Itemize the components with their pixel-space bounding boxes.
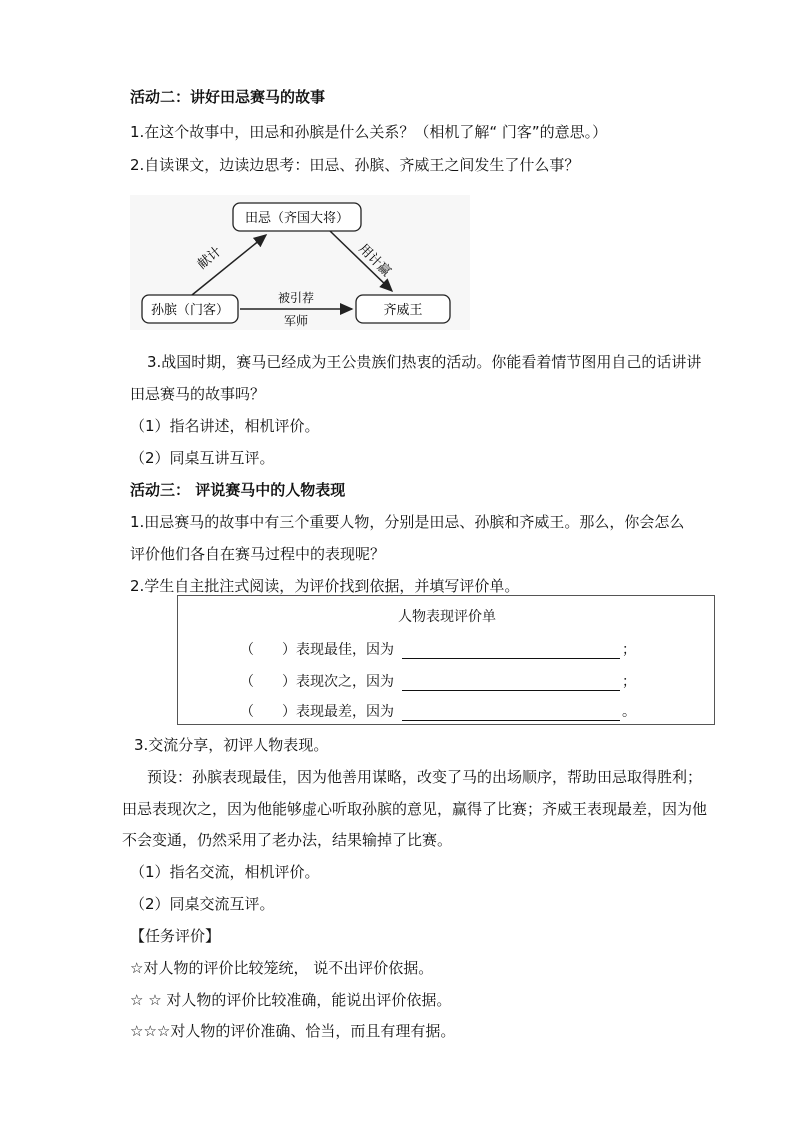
form-row-2-label: 表现次之，因为 — [296, 674, 394, 690]
form-row-1-end: ； — [622, 642, 636, 658]
task-eval-item-2: ☆ ☆ 对人物的评价比较准确，能说出评价依据。 — [130, 991, 452, 1009]
activity2-question-3-line2: 田忌赛马的故事吗？ — [130, 385, 266, 403]
preset-line-1: 预设：孙膑表现最佳，因为他善用谋略，改变了马的出场顺序，帮助田忌取得胜利； — [147, 768, 703, 786]
task-eval-title: 【任务评价】 — [130, 927, 221, 945]
node-qiweiwang-label: 齐威王 — [383, 303, 423, 318]
activity3-sub-1: （1）指名交流，相机评价。 — [130, 863, 320, 881]
node-sunbin-label: 孙膑（门客） — [150, 303, 230, 318]
form-row-3-end: 。 — [622, 704, 636, 720]
form-row-2-blank[interactable] — [402, 690, 620, 691]
activity3-question-1-line1: 1.田忌赛马的故事中有三个重要人物，分别是田忌、孙膑和齐威王。那么，你会怎么 — [130, 513, 685, 531]
plot-diagram-svg — [130, 195, 470, 330]
activity2-question-2: 2.自读课文，边读边思考：田忌、孙膑、齐威王之间发生了什么事？ — [130, 156, 580, 174]
form-row-2-paren: （ ） — [240, 674, 296, 690]
form-row-1-label: 表现最佳，因为 — [296, 642, 394, 658]
activity2-question-3-line1: 3.战国时期，赛马已经成为王公贵族们热衷的活动。你能看着情节图用自己的话讲讲 — [147, 353, 702, 371]
form-row-3-label: 表现最差，因为 — [296, 704, 394, 720]
form-row-3-blank[interactable] — [402, 720, 620, 721]
task-eval-item-1: ☆对人物的评价比较笼统， 说不出评价依据。 — [130, 959, 434, 977]
edge-bottom-bottom-label: 军师 — [283, 314, 309, 328]
form-row-1-paren: （ ） — [240, 642, 296, 658]
form-row-1-blank[interactable] — [402, 658, 620, 659]
activity2-sub-2: （2）同桌互讲互评。 — [130, 449, 275, 467]
activity3-question-2: 2.学生自主批注式阅读，为评价找到依据，并填写评价单。 — [130, 577, 520, 595]
edge-left-label: 献计 — [194, 244, 225, 273]
activity2-title: 活动二：讲好田忌赛马的故事 — [130, 88, 326, 106]
evaluation-form-title: 人物表现评价单 — [398, 609, 496, 625]
activity3-question-3: 3.交流分享，初评人物表现。 — [134, 736, 329, 754]
edge-bottom-top-label: 被引荐 — [277, 291, 315, 305]
form-row-3-paren: （ ） — [240, 704, 296, 720]
preset-line-3: 不会变通，仍然采用了老办法，结果输掉了比赛。 — [122, 831, 453, 849]
activity3-question-1-line2: 评价他们各自在赛马过程中的表现呢？ — [130, 545, 386, 563]
edge-right-label: 用计赢 — [355, 241, 394, 280]
task-eval-item-3: ☆☆☆对人物的评价准确、恰当，而且有理有据。 — [130, 1022, 456, 1040]
activity3-title: 活动三： 评说赛马中的人物表现 — [130, 481, 346, 499]
node-tianji-label: 田忌（齐国大将） — [244, 211, 350, 226]
form-row-2-end: ； — [622, 674, 636, 690]
plot-diagram — [130, 195, 470, 330]
activity2-question-1: 1.在这个故事中，田忌和孙膑是什么关系？（相机了解“ 门客”的意思。） — [130, 123, 608, 141]
activity2-sub-1: （1）指名讲述，相机评价。 — [130, 417, 320, 435]
preset-line-2: 田忌表现次之，因为他能够虚心听取孙膑的意见，赢得了比赛；齐威王表现最差，因为他 — [122, 800, 708, 818]
evaluation-form — [177, 595, 715, 725]
activity3-sub-2: （2）同桌交流互评。 — [130, 895, 275, 913]
